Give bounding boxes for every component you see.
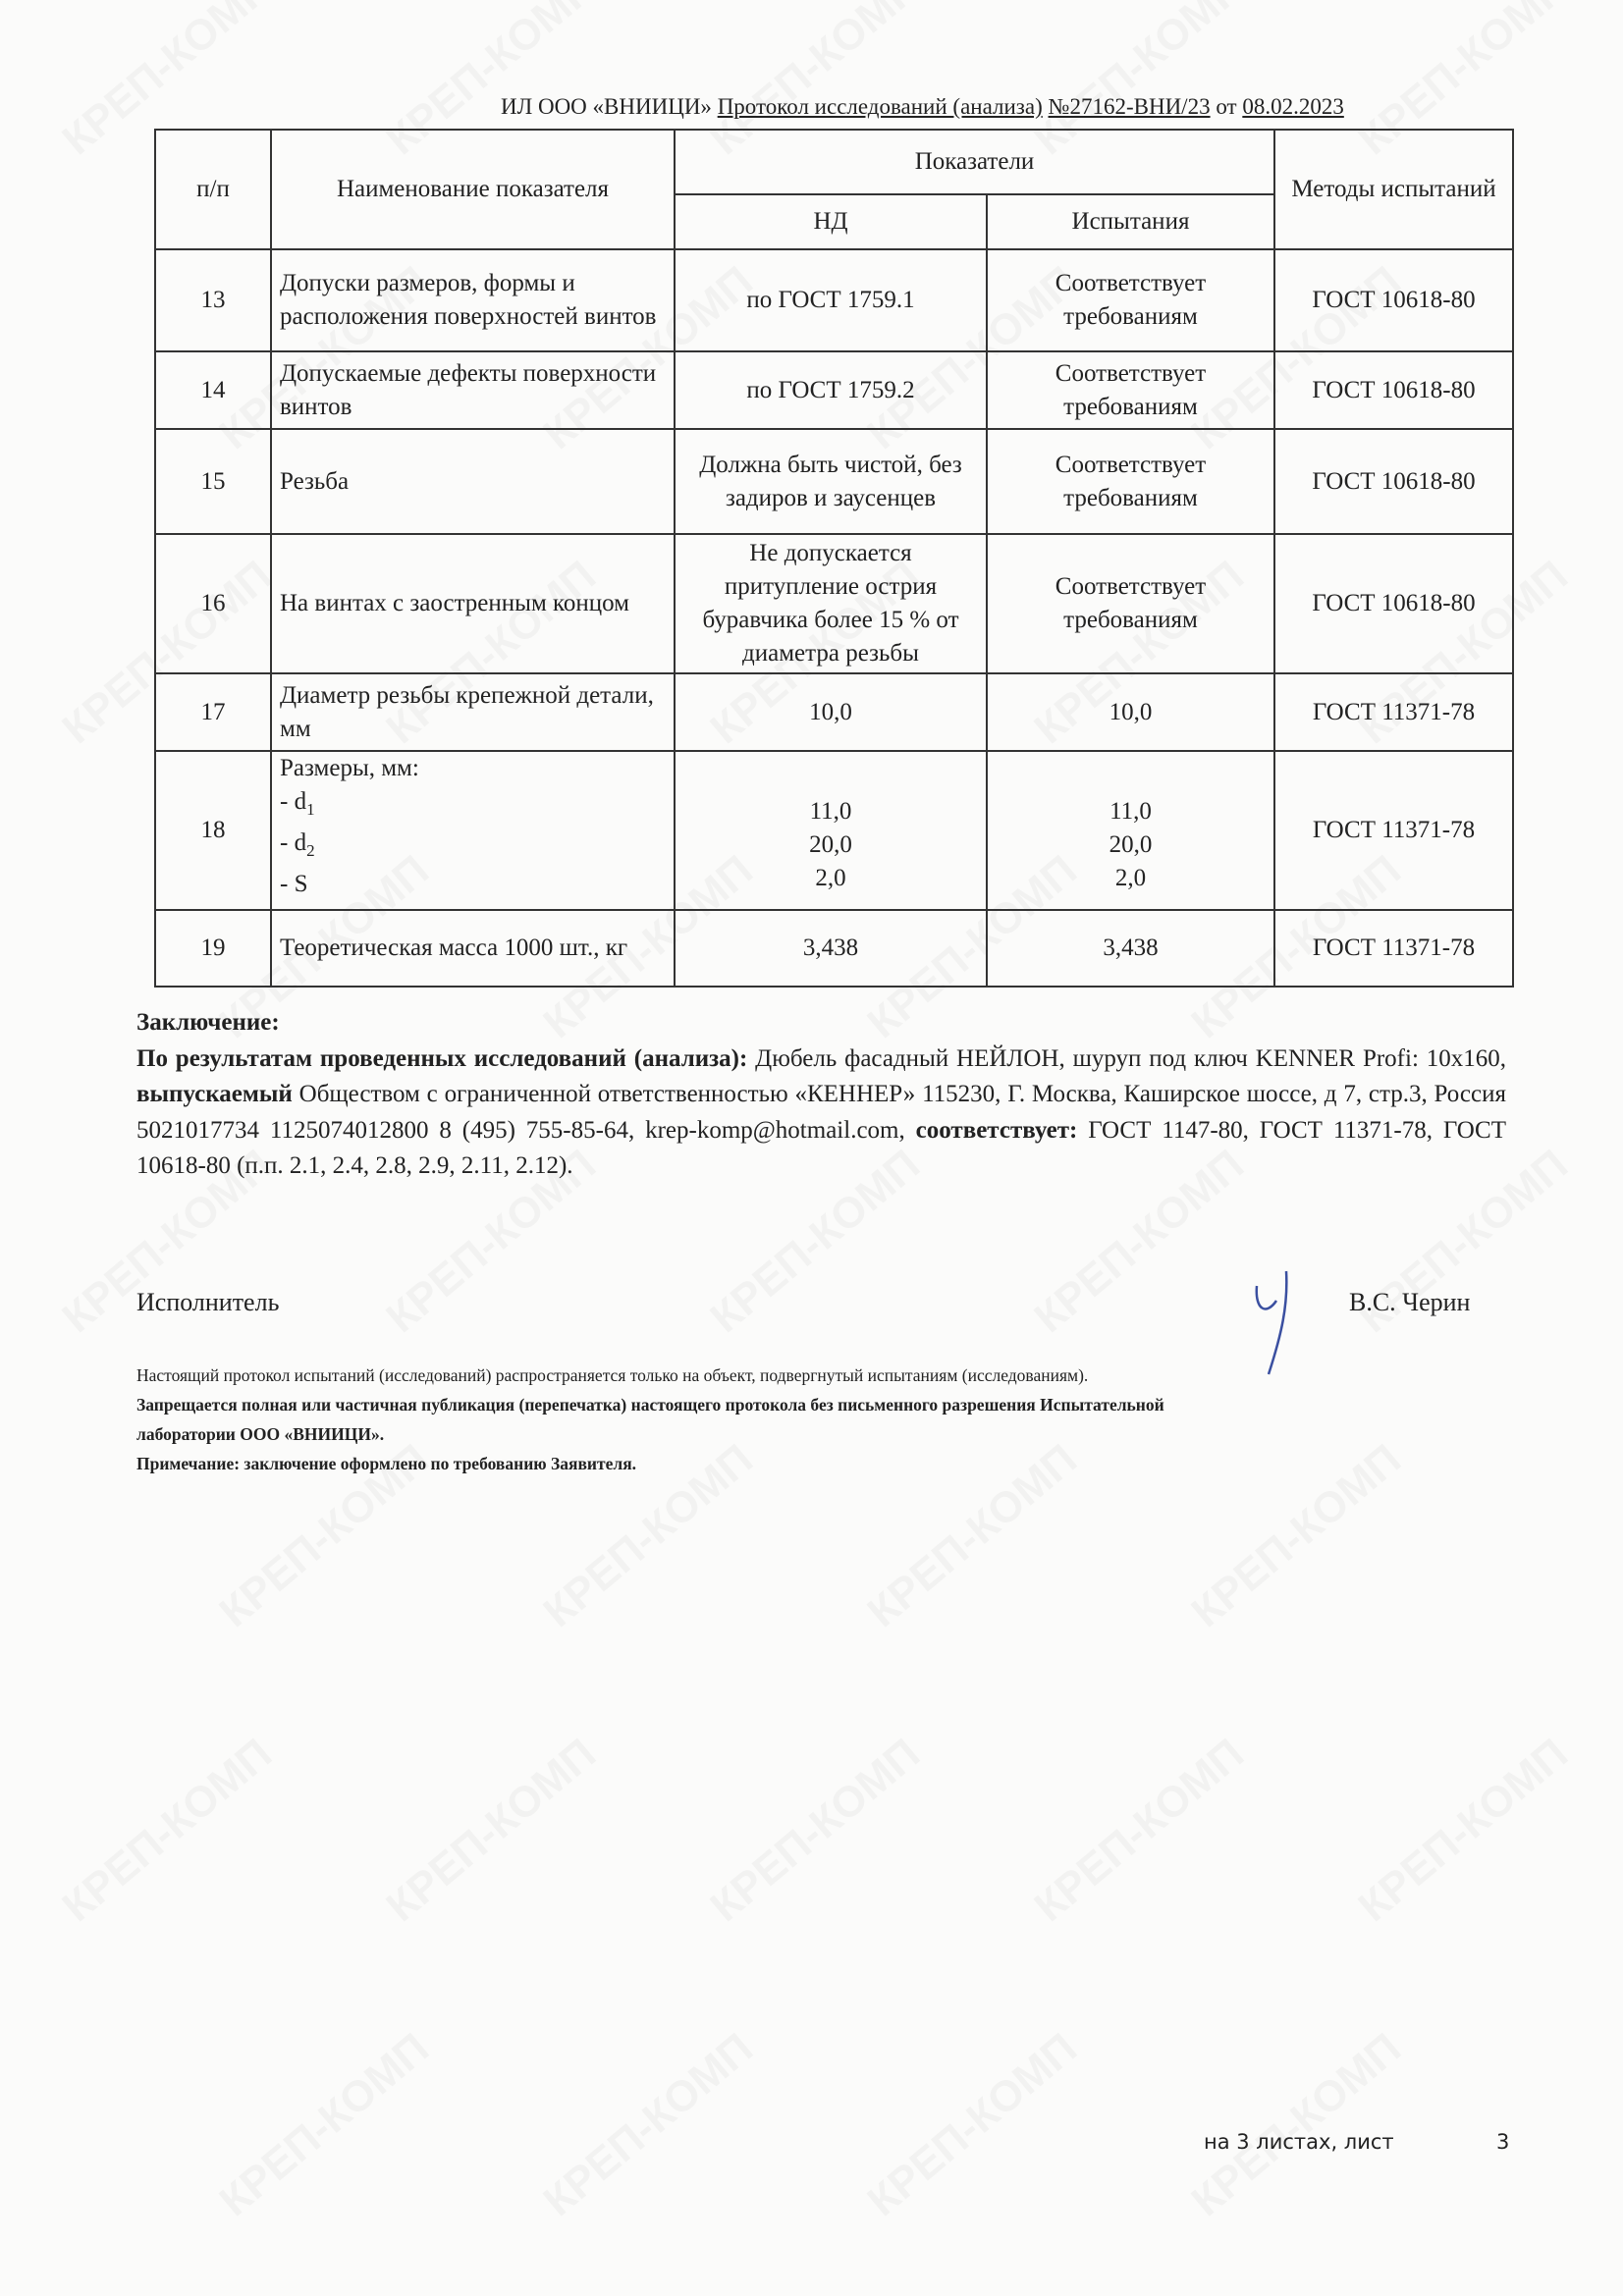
dimension-label [280, 827, 666, 868]
dimension-label [280, 785, 666, 827]
conclusion-title: Заключение: [136, 1009, 280, 1036]
dimension-index: 1 [306, 800, 315, 819]
header-num: п/п [155, 130, 271, 249]
table-row [155, 351, 1513, 429]
protocol-date: 08.02.2023 [1242, 94, 1344, 119]
value: 2,0 [815, 865, 846, 891]
row-method: ГОСТ 11371-78 [1274, 751, 1513, 910]
row-nd: по ГОСТ 1759.1 [675, 249, 987, 351]
sheet-info: на 3 листах, лист [1204, 2130, 1394, 2154]
header-methods: Методы испытаний [1274, 130, 1513, 249]
row-method: ГОСТ 10618-80 [1274, 429, 1513, 534]
row-method: ГОСТ 10618-80 [1274, 534, 1513, 673]
conclusion-text [136, 1041, 1506, 1185]
row-name: Диаметр резьбы крепежной детали, мм [271, 673, 675, 751]
row-method: ГОСТ 10618-80 [1274, 351, 1513, 429]
watermark-text [701, 1730, 929, 1932]
lab-name: ИЛ ООО «ВНИИЦИ» [501, 94, 712, 119]
row-name-text: Размеры, мм: [280, 755, 419, 781]
note: Примечание: заключение оформлено по требованию Заявителя. [136, 1454, 637, 1473]
header-tests: Испытания [987, 194, 1274, 249]
page-number: 3 [1496, 2130, 1510, 2154]
row-name [271, 751, 675, 910]
row-number: 13 [155, 249, 271, 351]
dimension-symbol: - d [280, 788, 307, 815]
row-method: ГОСТ 10618-80 [1274, 249, 1513, 351]
row-test: 3,438 [987, 910, 1274, 987]
value: 20,0 [809, 831, 852, 858]
signature-name: В.С. Черин [1349, 1288, 1471, 1316]
row-test: Соответствует требованиям [987, 351, 1274, 429]
watermark-text [1182, 2024, 1410, 2226]
date-prefix: от [1216, 94, 1237, 119]
row-nd: по ГОСТ 1759.2 [675, 351, 987, 429]
watermark-text [1025, 1730, 1253, 1932]
watermark-text [1182, 1435, 1410, 1637]
conclusion-bold: выпускаемый [136, 1081, 293, 1107]
table-row [155, 751, 1513, 910]
handwritten-signature [1247, 1256, 1306, 1384]
watermark-text [858, 2024, 1086, 2226]
results-table [154, 129, 1514, 988]
watermark-text [377, 1730, 605, 1932]
watermark-text [53, 1730, 281, 1932]
header-name: Наименование показателя [271, 130, 675, 249]
note: лаборатории ООО «ВНИИЦИ». [136, 1424, 385, 1444]
header-indicators: Показатели [675, 130, 1274, 194]
dimension-label [280, 868, 666, 909]
table-row [155, 429, 1513, 534]
header-nd: НД [675, 194, 987, 249]
conclusion-part: Обществом с ограниченной ответственностью «КЕННЕР» 115230, Г. Москва, Каширское шоссе, д 7, стр.3, Россия 5021017734 1125074012800 8 (495) 755-85-64, krep-komp@hotmail.com, [136, 1081, 1506, 1144]
row-name: На винтах с заостренным концом [271, 534, 675, 673]
value: 2,0 [1114, 865, 1147, 891]
value: 11,0 [809, 798, 852, 825]
row-nd: Не допускается притупление острия буравчика более 15 % от диаметра резьбы [675, 534, 987, 673]
signature-role: Исполнитель [136, 1288, 280, 1316]
table-row [155, 249, 1513, 351]
protocol-title: Протокол исследований (анализа) [717, 94, 1043, 119]
table-row [155, 673, 1513, 751]
row-name: Теоретическая масса 1000 шт., кг [271, 910, 675, 987]
row-name: Допуски размеров, формы и расположения поверхностей винтов [271, 249, 675, 351]
row-name: Резьба [271, 429, 675, 534]
dimension-index: 2 [306, 841, 315, 860]
table-header-row [155, 130, 1513, 194]
conclusion-part: Дюбель фасадный НЕЙЛОН, шуруп под ключ KENNER Profi: 10х160, [747, 1044, 1507, 1072]
note: Настоящий протокол испытаний (исследований) распространяется только на объект, подвергнутый испытаниям (исследованиям). [136, 1365, 1089, 1385]
row-nd [675, 751, 987, 910]
protocol-number: №27162-ВНИ/23 [1048, 94, 1211, 119]
row-number: 15 [155, 429, 271, 534]
watermark-text [1349, 1730, 1577, 1932]
value: 11,0 [1109, 798, 1152, 825]
row-number: 14 [155, 351, 271, 429]
notes [136, 1361, 1164, 1478]
row-test: Соответствует требованиям [987, 429, 1274, 534]
dimension-symbol: - d [280, 829, 307, 856]
row-method: ГОСТ 11371-78 [1274, 673, 1513, 751]
conclusion-lead: По результатам проведенных исследований (анализа): [136, 1044, 748, 1072]
table-row [155, 910, 1513, 987]
document-header [501, 94, 1344, 120]
watermark-text [210, 2024, 438, 2226]
watermark-text [534, 2024, 762, 2226]
row-name: Допускаемые дефекты поверхности винтов [271, 351, 675, 429]
row-number: 18 [155, 751, 271, 910]
dimension-symbol: - S [280, 871, 308, 897]
row-number: 17 [155, 673, 271, 751]
conclusion [136, 1005, 1506, 1185]
note: Запрещается полная или частичная публикация (перепечатка) настоящего протокола без письменного разрешения Испытательной [136, 1395, 1164, 1415]
table-row [155, 534, 1513, 673]
row-test: Соответствует требованиям [987, 249, 1274, 351]
row-number: 16 [155, 534, 271, 673]
row-test: 10,0 [987, 673, 1274, 751]
row-test [987, 751, 1274, 910]
row-nd: 3,438 [675, 910, 987, 987]
row-test: Соответствует требованиям [987, 534, 1274, 673]
conclusion-bold: соответствует: [915, 1116, 1078, 1144]
row-method: ГОСТ 11371-78 [1274, 910, 1513, 987]
row-number: 19 [155, 910, 271, 987]
conclusion-part: ГОСТ 1147-80, ГОСТ 11371-78, ГОСТ 10618-80 (п.п. 2.1, 2.4, 2.8, 2.9, 2.11, 2.12). [136, 1116, 1507, 1179]
value: 20,0 [1109, 831, 1153, 858]
row-nd: 10,0 [675, 673, 987, 751]
row-nd: Должна быть чистой, без задиров и заусенцев [675, 429, 987, 534]
